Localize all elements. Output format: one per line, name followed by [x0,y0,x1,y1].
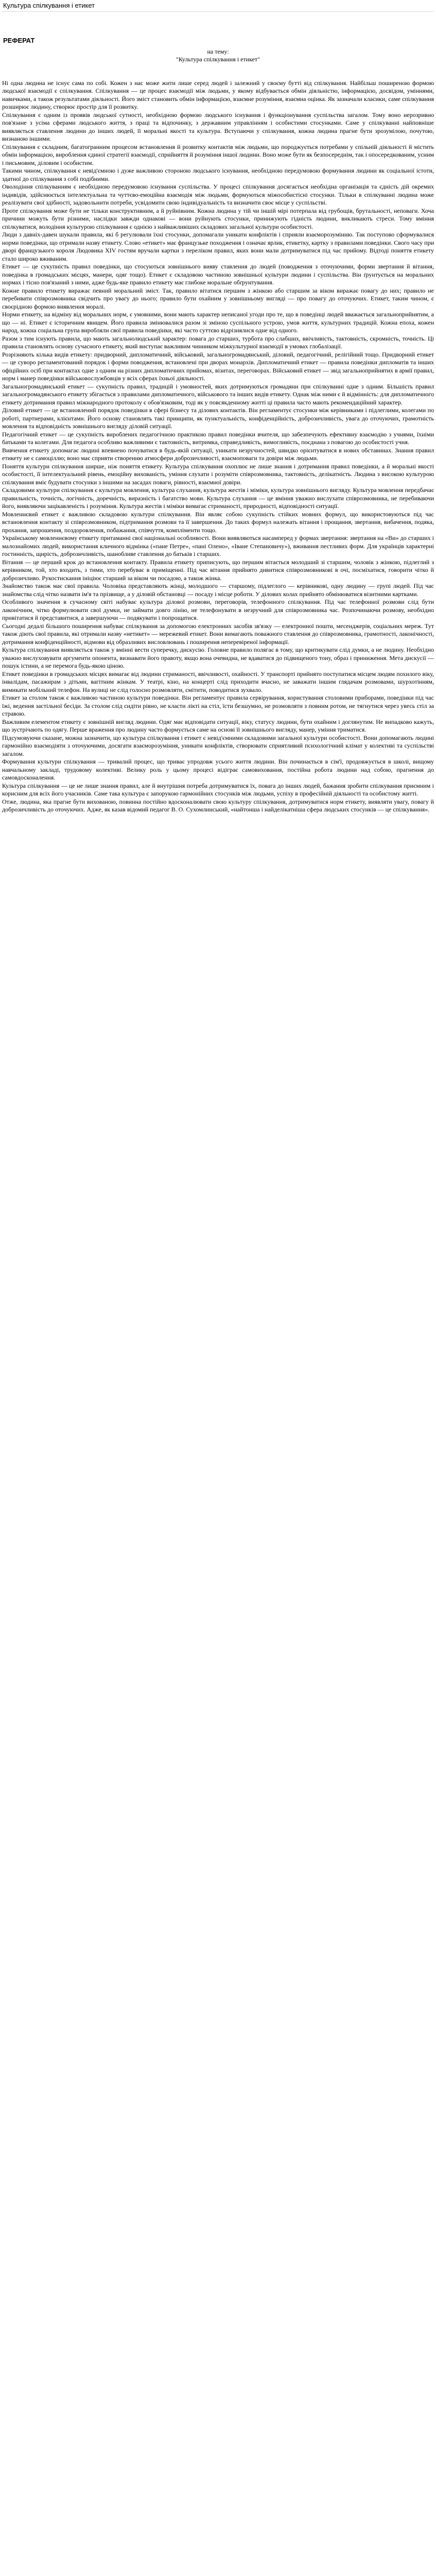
body-paragraph: Розрізняють кілька видів етикету: придворний, дипломатичний, військовий, загальногромадянський, діловий, педагогічний, релігійний тощо. Придворний етикет — це суворо регламентований порядок і форми поводження, встановлені при дворах монархів. Дипломатичний етикет — правила поведінки дипломатів та інших офіційних осіб при контактах одне з одним на різних дипломатичних прийомах, візитах, переговорах. Військовий етикет — звід загальноприйнятих в армії правил, норм і манер поведінки військовослужбовців у всіх сферах їхньої діяльності. [2,350,434,382]
body-paragraph: Формування культури спілкування — тривалий процес, що триває упродовж усього життя людини. Він починається в сім'ї, продовжується в школі, вищому навчальному закладі, трудовому колективі. Велику роль у цьому процесі відіграє самовиховання, постійна робота людини над собою, прагнення до самовдосконалення. [2,758,434,781]
body-paragraph: Загальногромадянський етикет — сукупність правил, традицій і умовностей, яких дотримуються громадяни при спілкуванні одне з одним. Більшість правил загальногромадянського етикету збігається з правилами дипломатичного, військового та інших видів етикету. Однак між ними є й відмінність: для дипломатичного етикету дотримання правил міжнародного протоколу є обов'язковим, тоді як у повсякденному житті ці правила часто мають рекомендаційний характер. [2,382,434,406]
body-paragraph: Діловий етикет — це встановлений порядок поведінки в сфері бізнесу та ділових контактів. Він регламентує стосунки між керівниками і підлеглими, колегами по роботі, партнерами, клієнтами. Його основу становлять такі принципи, як пунктуальність, конфіденційність, доброзичливість, увага до оточуючих, грамотність мовлення та відповідність зовнішнього вигляду діловій ситуації. [2,406,434,430]
body-paragraph: Кожне правило етикету виражає певний моральний зміст. Так, правило вітатися першим з жінкою або старшим за віком виражає повагу до них; правило не перебивати співрозмовника свідчить про увагу до нього; правило бути охайним у зовнішньому вигляді — про повагу до оточуючих. Етикет, таким чином, є своєрідною формою виявлення моралі. [2,286,434,310]
document-body [2,79,434,814]
body-paragraph: Знайомство також має свої правила. Чоловіка представляють жінці, молодшого — старшому, підлеглого — керівникові, одну людину — групі людей. Під час знайомства слід чітко назвати ім'я та прізвище, а у діловій обстановці — посаду і місце роботи. У ділових колах прийнято обмінюватися візитними картками. [2,582,434,598]
body-paragraph: Важливим елементом етикету є зовнішній вигляд людини. Одяг має відповідати ситуації, віку, статусу людини, бути охайним і доглянутим. Не випадково кажуть, що зустрічають по одягу. Перше враження про людину часто формується саме на основі її зовнішнього вигляду, манер, уміння триматися. [2,718,434,733]
body-paragraph: Вітання — це перший крок до встановлення контакту. Правила етикету приписують, що першим вітається молодший зі старшим, чоловік з жінкою, підлеглий з керівником, той, хто входить, з тими, хто перебуває в приміщенні. Під час вітання прийнято дивитися співрозмовникові в очі, посміхатися, говорити чітко й доброзичливо. Рукостискання ініціює старший за віком чи посадою, а також жінка. [2,558,434,582]
body-paragraph: Українському мовленнєвому етикету притаманні свої національні особливості. Вони виявляються насамперед у формах звертання: звертання на «Ви» до старших і малознайомих людей, використання кличного відмінка («пане Петре», «пані Олено», «Іване Степановичу»), вживання пестливих форм. Для українців характерні гостинність, щирість, доброзичливість, шанобливе ставлення до батьків і старших. [2,534,434,557]
topic-block [2,48,434,64]
body-paragraph: Підсумовуючи сказане, можна зазначити, що культура спілкування і етикет є невід'ємними складовими загальної культури особистості. Вони допомагають людині гармонійно взаємодіяти з оточуючими, досягати взаєморозуміння, уникати конфліктів, створювати сприятливий психологічний клімат у колективі та суспільстві загалом. [2,734,434,757]
body-paragraph: Норми етикету, на відміну від моральних норм, є умовними, вони мають характер неписаної угоди про те, що в поведінці людей вважається загальноприйнятим, а що — ні. Етикет є історичним явищем. Його правила змінювалися разом зі зміною суспільного устрою, умов життя, культурних традицій. Кожна епоха, кожен народ, кожна соціальна група виробляли свої правила поведінки, які часто суттєво відрізнялися одне від одного. [2,311,434,334]
page [0,0,436,814]
body-paragraph: Сьогодні дедалі більшого поширення набуває спілкування за допомогою електронних засобів зв'язку — електронної пошти, месенджерів, соціальних мереж. Тут також діють свої правила, які отримали назву «нетикет» — мережевий етикет. Вони вимагають поважного ставлення до співрозмовника, грамотності, лаконічності, дотримання конфіденційності, відмови від образливих висловлювань і поширення неперевіреної інформації. [2,622,434,646]
body-paragraph: Ні одна людина не існує сама по собі. Кожен з нас може жити лише серед людей і залежний у своєму бутті від спілкування. Найбільш поширеною формою людської взаємодії є спілкування. Спілкування — це процес взаємодії між людьми, у якому відбувається обмін діяльністю, інформацією, досвідом, уміннями, навичками, а також результатами діяльності. Його зміст становить обмін інформацією, взаємне розуміння, взаємна оцінка. Як зазначали класики, саме спілкування розширює людину, створює простір для її розвитку. [2,79,434,110]
body-paragraph: Такими чином, спілкування є невід'ємною і дуже важливою стороною людського існування, необхідною передумовою формування людини як соціальної істоти, здатної до спілкування з собі подібними. [2,167,434,182]
body-paragraph: Культура спілкування виявляється також у вмінні вести суперечку, дискусію. Головне правило полягає в тому, що критикувати слід думки, а не людину. Необхідно уважно вислуховувати аргументи опонента, визнавати його правоту, якщо вона очевидна, не вдаватися до підвищеного тону, образ і приниження. Мета дискусії — пошук істини, а не перемога будь-якою ціною. [2,646,434,669]
body-paragraph: Особливого значення в сучасному світі набуває культура ділової розмови, переговорів, телефонного спілкування. Під час телефонної розмови слід бути лаконічним, чітко формулювати свої думки, не займати довго лінію, не телефонувати в незручний для співрозмовника час. Розпочинаючи розмову, необхідно привітатися й представитися, а завершуючи — подякувати і попрощатися. [2,598,434,621]
body-paragraph: Етикет за столом також є важливою частиною культури поведінки. Він регламентує правила сервірування, користування столовими приборами, поведінки під час їжі, ведення застільної бесіди. За столом слід сидіти рівно, не класти лікті на стіл, їсти безшумно, не розмовляти з повним ротом, не тягнутися через увесь стіл за стравою. [2,694,434,717]
body-paragraph: Поняття культури спілкування ширше, ніж поняття етикету. Культура спілкування охоплює не лише знання і дотримання правил поведінки, а й моральні якості особистості, її інтелектуальний рівень, емоційну вихованість, уміння слухати і розуміти співрозмовника, тактовність, делікатність. Людина з високою культурою спілкування вміє будувати стосунки з іншими на засадах поваги, рівності, взаємної довіри. [2,462,434,486]
body-paragraph: Спілкування є одним із проявів людської сутності, необхідною формою людського існування і функціонування суспільства загалом. Тому воно нерозривно пов'язане з усіма сферами людського життя, з праці та відпочинку, з державним управлінням і особистими стосунками. Саме у спілкуванні найповніше виявляється ставлення людини до інших людей, її моральні якості та культура. Вступаючи у спілкування, кожна людина прагне бути зрозумілою, почутою, визнаною іншими. [2,111,434,142]
body-paragraph: Етикет поведінки в громадських місцях вимагає від людини стриманості, ввічливості, охайності. У транспорті прийнято поступатися місцем людям похилого віку, інвалідам, пасажирам з дітьми, вагітним жінкам. У театрі, кіно, на концерті слід приходити вчасно, не заважати іншим глядачам розмовами, шурхотінням, вимикати мобільний телефон. На вулиці не слід голосно розмовляти, смітити, поводитися зухвало. [2,670,434,693]
header-title: Культура спілкування і етикет [3,2,95,9]
body-paragraph: Спілкування є складним, багатогранним процесом встановлення й розвитку контактів між людьми, що породжується потребами у спільній діяльності й містить обмін інформацією, вироблення єдиної стратегії взаємодії, сприйняття й розуміння іншої людини. Воно може бути як безпосереднім, так і опосередкованим, усним і письмовим, діловим і особистим. [2,143,434,166]
body-paragraph: Отже, людина, яка прагне бути вихованою, повинна постійно вдосконалювати свою культуру спілкування, дотримуватися норм етикету, виявляти увагу, повагу й доброзичливість до оточуючих. Адже, як казав відомий педагог В. О. Сухомлинський, «найтонша і найделікатніша сфера людських стосунків — це спілкування». [2,798,434,813]
body-paragraph: Проте спілкування може бути не тільки конструктивним, а й руйнівним. Кожна людина у тій чи іншій мірі потерпала від грубощів, брутальності, неповаги. Хоча причини можуть бути різними, наслідки завжди однакові — вони руйнують стосунки, принижують гідність людини, викликають стреси. Тому вміння спілкуватися, володіння культурою спілкування є однією з найважливіших складових загальної культури особистості. [2,207,434,230]
body-paragraph: Люди з давніх-давен шукали правила, які б регулювали їхні стосунки, допомагали уникати конфліктів і сприяли взаєморозумінню. Так поступово сформувалися норми поведінки, що отримали назву етикету. Слово «етикет» має французьке походження і означає ярлик, етикетку, картку з правилами поведінки. Свого часу при дворі французького короля Людовика XIV гостям вручали картки з переліком правил, яких вони мали дотримуватися під час прийому. Відтоді поняття етикету стало широко вживаним. [2,231,434,262]
topic-title: "Культура спілкування і етикет" [176,56,260,63]
body-paragraph: Мовленнєвий етикет є важливою складовою культури спілкування. Він являє собою сукупність стійких мовних формул, що використовуються під час встановлення контакту зі співрозмовником, підтримання розмови та її завершення. До таких формул належать вітання і прощання, звертання, вибачення, подяка, прохання, запрошення, поздоровлення, побажання, співчуття, компліменти тощо. [2,510,434,534]
body-paragraph: Вивчення етикету допомагає людині впевнено почуватися в будь-якій ситуації, уникати незручностей, швидко орієнтуватися в нових обставинах. Знання правил етикету не є самоціллю; воно має сприяти створенню атмосфери доброзичливості, взаємоповаги та довіри між людьми. [2,446,434,462]
body-paragraph: Складовими культури спілкування є культура мовлення, культура слухання, культура жестів і міміки, культура зовнішнього вигляду. Культура мовлення передбачає правильність, точність, логічність, доречність, виразність і багатство мови. Культура слухання — це вміння уважно вислухати співрозмовника, не перебиваючи його, виявляючи зацікавленість і розуміння. Культура жестів і міміки вимагає стриманості, природності, відповідності ситуації. [2,486,434,510]
document-label: РЕФЕРАТ [3,37,35,44]
body-paragraph: Разом з тим існують правила, що мають загальнолюдський характер: повага до старших, турбота про слабших, ввічливість, тактовність, скромність, точність. Ці правила становлять основу сучасного етикету, який виступає важливим чинником міжкультурної взаємодії в умовах глобалізації. [2,334,434,350]
body-paragraph: Педагогічний етикет — це сукупність вироблених педагогічною практикою правил поведінки вчителя, що забезпечують ефективну взаємодію з учнями, їхніми батьками та колегами. Для педагога особливо важливими є тактовність, витримка, справедливість, вимогливість, поєднана з повагою до особистості учня. [2,430,434,446]
page-header [2,0,434,12]
body-paragraph: Культура спілкування — це не лише знання правил, але й внутрішня потреба дотримуватися їх, повага до інших людей, бажання зробити спілкування приємним і корисним для всіх його учасників. Саме така культура є запорукою гармонійних стосунків між людьми, успіху в професійній діяльності та особистому житті. [2,782,434,797]
topic-label: на тему: [207,47,229,55]
body-paragraph: Етикет — це сукупність правил поведінки, що стосуються зовнішнього вияву ставлення до людей (поводження з оточуючими, форми звертання й вітання, поведінка в громадських місцях, манери, одяг тощо). Етикет є складовою частиною зовнішньої культури людини і суспільства. Він ґрунтується на моральних нормах і тісно пов'язаний з ними, адже будь-яке правило етикету має глибоке моральне обґрунтування. [2,263,434,286]
body-paragraph: Оволодіння спілкуванням є необхідною передумовою існування суспільства. У процесі спілкування досягається необхідна організація та єдність дій окремих індивідів, здійснюється інтелектуальна та чуттєво-емоційна взаємодія між людьми, формуються міжособистісні стосунки. Тільки в спілкуванні людина може реалізувати свої здібності, задовольнити потреби, усвідомити свою індивідуальність та визначити своє місце у суспільстві. [2,183,434,206]
